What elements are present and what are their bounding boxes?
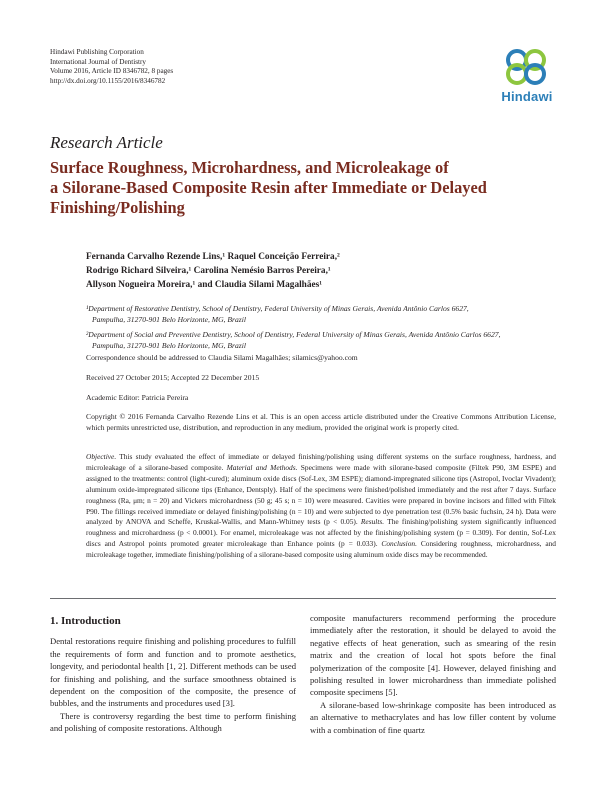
affiliation-line: ²Department of Social and Preventive Dentistry, School of Dentistry, Federal University of Minas Gerais, Avenida Antônio Carlos 6627, (86, 330, 501, 339)
hindawi-rings-icon (504, 47, 550, 87)
affiliation-line: Pampulha, 31270-901 Belo Horizonte, MG, Brazil (92, 315, 246, 324)
title-line: a Silorane-Based Composite Resin after Immediate or Delayed (50, 178, 487, 197)
abstract-results: The finishing/polishing system significantly influenced roughness and microhardness (p < 0.0001). For enamel, microleakage was not affected by the finishing/polishing system (p = 0.309). For dentin, Sof-Lex discs and Astropol points promoted greater microleakage than Enhance points (p = 0.033). (86, 517, 556, 549)
title-line: Surface Roughness, Microhardness, and Microleakage of (50, 158, 449, 177)
received-dates: Received 27 October 2015; Accepted 22 December 2015 (86, 373, 260, 382)
section-divider (50, 598, 556, 599)
journal-name: International Journal of Dentistry (50, 57, 147, 66)
volume-info: Volume 2016, Article ID 8346782, 8 pages (50, 67, 174, 75)
body-column-right (310, 612, 556, 736)
abstract-results-label: Results. (360, 517, 385, 527)
affiliation-line: Pampulha, 31270-901 Belo Horizonte, MG, Brazil (92, 341, 246, 350)
body-paragraph: Dental restorations require finishing and polishing procedures to fulfill the requirements of form and function and to promote aesthetics, longevity, and periodontal health [1, 2]. Different methods can be used for finishing and polishing, and the surface smoothness obtained is dependent on the composition of the composite, the presence of bubbles, and the instruments and procedures used [3]. (50, 636, 296, 709)
article-type: Research Article (50, 133, 163, 152)
copyright-notice: Copyright © 2016 Fernanda Carvalho Rezende Lins et al. This is an open access article distributed under the Creative Commons Attribution License, which permits unrestricted use, distribution, and reproduction in any medium, provided the original work is properly cited. (86, 412, 556, 432)
abstract-methods-label: Material and Methods. (226, 462, 298, 472)
author-line: Fernanda Carvalho Rezende Lins,¹ Raquel Conceição Ferreira,² (86, 252, 340, 262)
publisher-name: Hindawi Publishing Corporation (50, 48, 144, 56)
author-line: Rodrigo Richard Silveira,¹ Carolina Nemésio Barros Pereira,¹ (86, 266, 331, 276)
hindawi-logo-text: Hindawi (501, 89, 553, 104)
body-paragraph: There is controversy regarding the best time to perform finishing and polishing of composite restorations. Although (50, 710, 296, 734)
abstract (86, 452, 556, 561)
correspondence: Correspondence should be addressed to Claudia Silami Magalhães; silamics@yahoo.com (86, 353, 358, 362)
article-title (50, 158, 550, 218)
affiliation-2 (86, 329, 556, 351)
body-paragraph: A silorane-based low-shrinkage composite has been introduced as an alternative to methacrylates and has low filler content by volume with a combination of fine quartz (310, 699, 556, 735)
author-line: Allyson Nogueira Moreira,¹ and Claudia Silami Magalhães¹ (86, 280, 323, 290)
hindawi-logo (496, 47, 558, 107)
body-paragraph: composite manufacturers recommend performing the procedure immediately after the restoration, it should be delayed to avoid the negative effects of heat generation, such as smearing of the resin matrix and the creation of local hot spots before the final polymerization of the composite [4]. However, delayed finishing and polishing resulted in lower microhardness than immediate polished composite specimens [5]. (310, 613, 556, 698)
journal-header (50, 48, 173, 86)
affiliation-1 (86, 303, 556, 325)
abstract-conclusion: Considering roughness, microhardness, and microleakage together, immediate finishing/polishing of a silorane-based composite using aluminum oxide discs may be recommended. (86, 539, 556, 560)
abstract-objective-label: Objective. (86, 452, 117, 461)
academic-editor: Academic Editor: Patricia Pereira (86, 393, 189, 402)
body-column-left (50, 615, 296, 735)
doi-link[interactable]: http://dx.doi.org/10.1155/2016/8346782 (50, 76, 166, 85)
section-heading: 1. Introduction (50, 615, 121, 627)
affiliation-line: ¹Department of Restorative Dentistry, School of Dentistry, Federal University of Minas Gerais, Avenida Antônio Carlos 6627, (86, 304, 469, 313)
abstract-objective: This study evaluated the effect of immediate or delayed finishing/polishing using different systems on the surface roughness, hardness, and microleakage of a silorane-based composite. (86, 452, 556, 472)
author-list (86, 250, 556, 292)
abstract-conclusion-label: Conclusion. (381, 539, 417, 549)
abstract-methods: Specimens were made with silorane-based composite (Filtek P90, 3M ESPE) and assigned to the treatments: control (light-cured); aluminum oxide discs (Sof-Lex, 3M ESPE); diamond-impregnated silicone tips (Astropol, Ivoclar Vivadent); aluminum oxide-impregnated silicone tips (Enhance, Dentsply). Half of the specimens were finished/polished immediately and the rest after 7 days. Surface roughness (Ra, μm; n = 20) and Vickers microhardness (50 g; 45 s; n = 10) were measured. Cavities were prepared in bovine incisors and filled with Filtek P90. The fillings received immediate or delayed finishing/polishing (n = 10) and were subjected to dye penetration test (0.5% basic fuchsin, 24 h). Data were analyzed by ANOVA and Scheffe, Kruskal-Wallis, and Mann-Whitney tests (p < 0.05). (86, 462, 556, 527)
affiliations (86, 303, 556, 355)
title-line: Finishing/Polishing (50, 198, 185, 217)
